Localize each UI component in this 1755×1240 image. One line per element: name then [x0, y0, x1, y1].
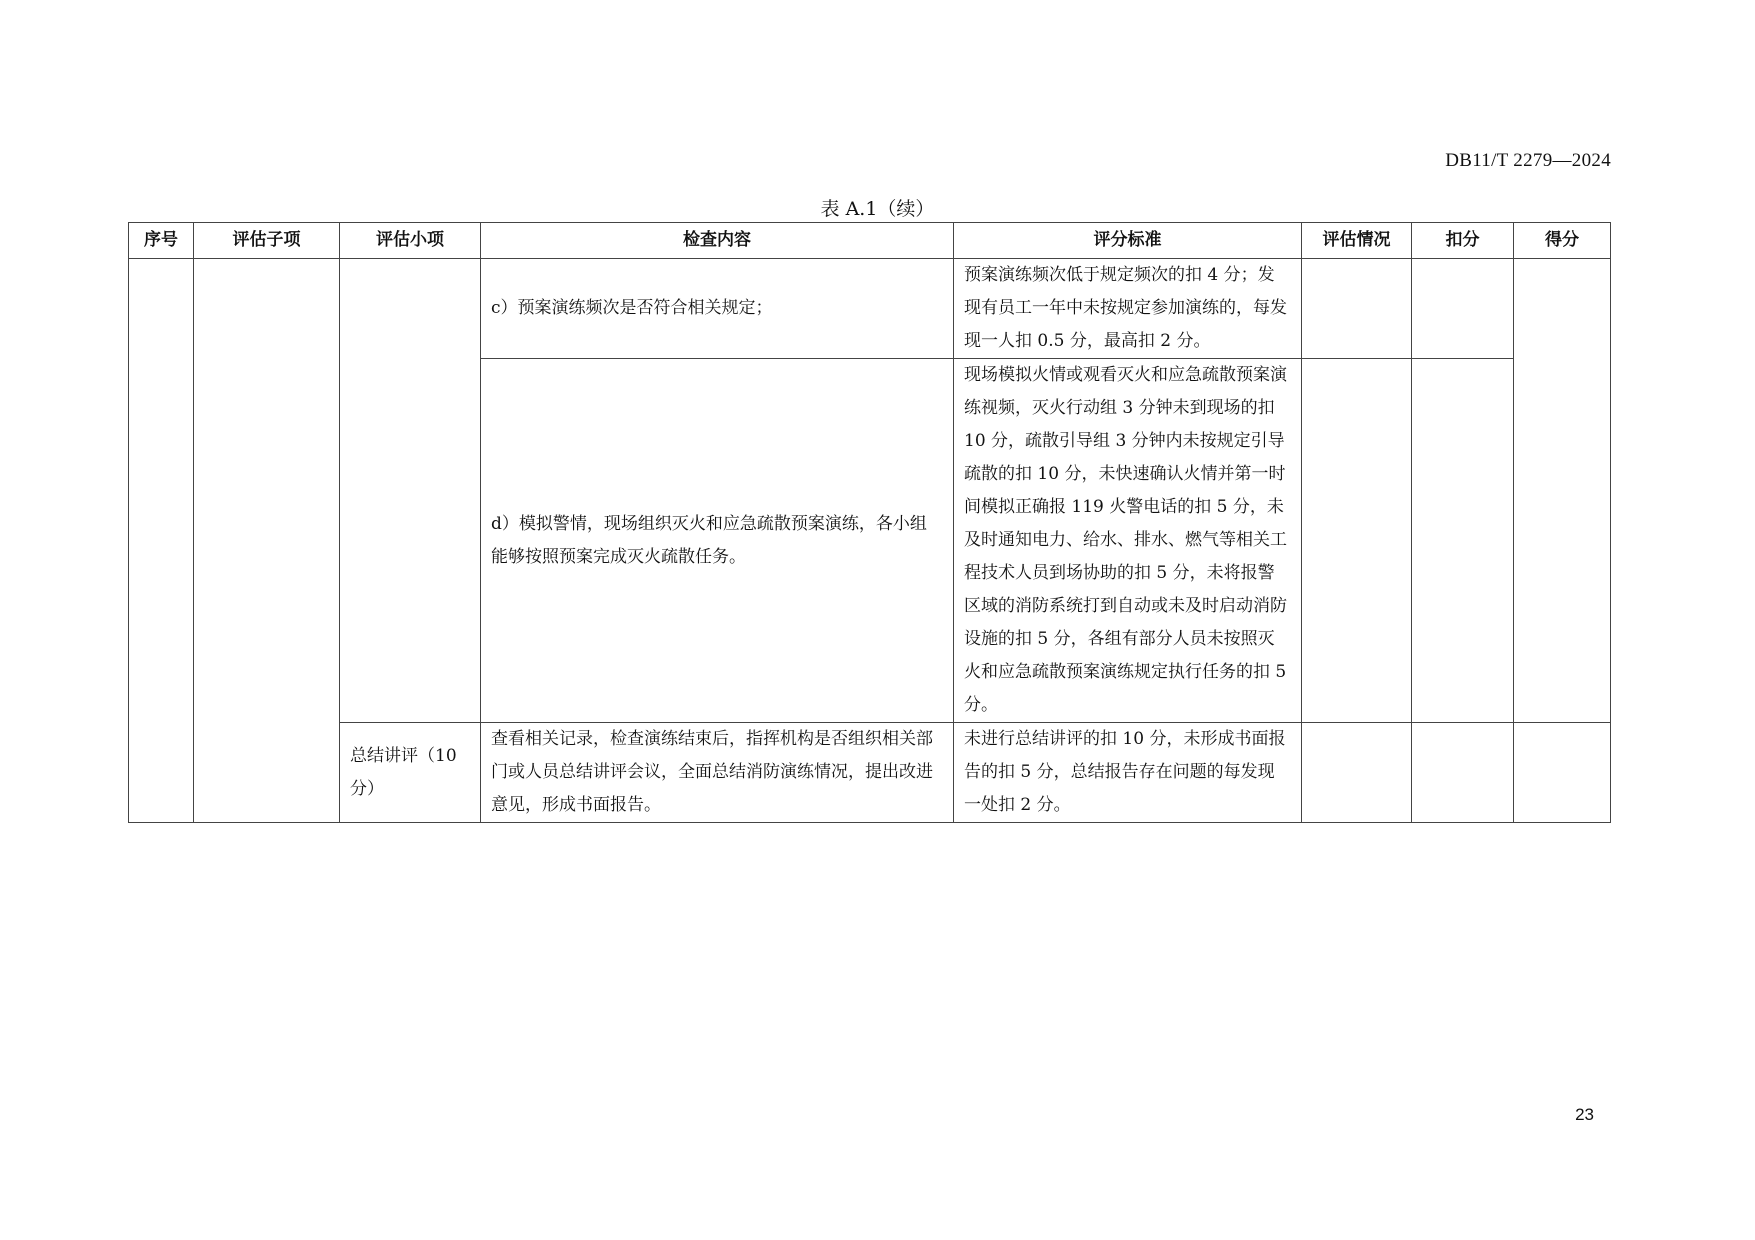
col-header-minor-item: 评估小项: [340, 223, 481, 259]
table-title: 表 A.1（续）: [820, 198, 935, 220]
deduction-cell: [1412, 723, 1514, 823]
col-header-sub-item: 评估子项: [194, 223, 340, 259]
table-row: [129, 259, 1611, 359]
score-cell: [1514, 723, 1611, 823]
col-header-index: 序号: [129, 223, 194, 259]
deduction-cell: [1412, 359, 1514, 723]
scoring-standard-cell: 未进行总结讲评的扣 10 分，未形成书面报告的扣 5 分，总结报告存在问题的每发现一处扣 2 分。: [954, 723, 1302, 823]
col-header-scoring-standard: 评分标准: [954, 223, 1302, 259]
assessment-cell: [1302, 723, 1412, 823]
page-number: 23: [1575, 1105, 1594, 1124]
score-cell: [1514, 259, 1611, 723]
check-content-cell: 查看相关记录，检查演练结束后，指挥机构是否组织相关部门或人员总结讲评会议，全面总结消防演练情况，提出改进意见，形成书面报告。: [481, 723, 954, 823]
index-cell: [129, 259, 194, 823]
scoring-standard-cell: 预案演练频次低于规定频次的扣 4 分；发现有员工一年中未按规定参加演练的，每发现一人扣 0.5 分，最高扣 2 分。: [954, 259, 1302, 359]
minor-item-cell: [340, 259, 481, 723]
check-content-cell: c）预案演练频次是否符合相关规定；: [481, 259, 954, 359]
deduction-cell: [1412, 259, 1514, 359]
table-header-row: [129, 223, 1611, 259]
scoring-standard-cell: 现场模拟火情或观看灭火和应急疏散预案演练视频，灭火行动组 3 分钟未到现场的扣 10 分，疏散引导组 3 分钟内未按规定引导疏散的扣 10 分，未快速确认火情并第一时间模拟正确报 119 火警电话的扣 5 分，未及时通知电力、给水、排水、燃气等相关工程技术人员到场协助的扣 5 分，未将报警区域的消防系统打到自动或未及时启动消防设施的扣 5 分，各组有部分人员未按照灭火和应急疏散预案演练规定执行任务的扣 5 分。: [954, 359, 1302, 723]
table-row: [129, 723, 1611, 823]
col-header-score: 得分: [1514, 223, 1611, 259]
assessment-cell: [1302, 359, 1412, 723]
assessment-cell: [1302, 259, 1412, 359]
sub-item-cell: [194, 259, 340, 823]
document-id: DB11/T 2279—2024: [1445, 150, 1611, 171]
check-content-cell: d）模拟警情，现场组织灭火和应急疏散预案演练，各小组能够按照预案完成灭火疏散任务。: [481, 359, 954, 723]
col-header-check-content: 检查内容: [481, 223, 954, 259]
col-header-deduction: 扣分: [1412, 223, 1514, 259]
evaluation-table: [128, 222, 1611, 823]
minor-item-cell: 总结讲评（10 分）: [340, 723, 481, 823]
col-header-assessment: 评估情况: [1302, 223, 1412, 259]
